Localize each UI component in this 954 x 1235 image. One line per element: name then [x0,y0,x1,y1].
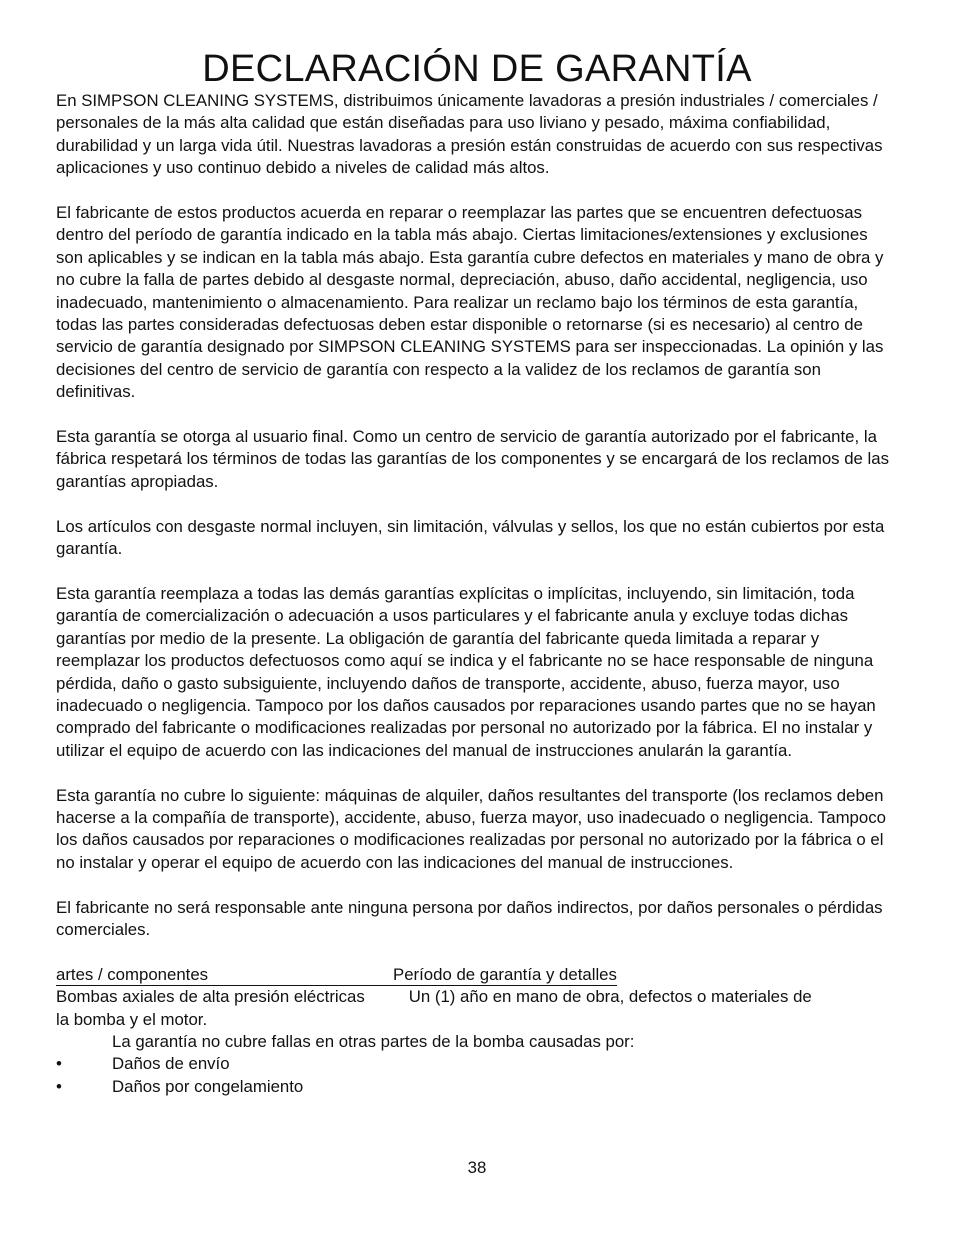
table-header [56,964,898,986]
bullet-text-freezing: Daños por congelamiento [112,1076,304,1096]
paragraph-intro: En SIMPSON CLEANING SYSTEMS, distribuimos únicamente lavadoras a presión industriales / comerciales / personales de la más alta calidad que están diseñadas para uso liviano y pesado, máxima confiabilidad, durabilidad y un larga vida útil. Nuestras lavadoras a presión están construidas de acuerdo con sus respectivas aplicaciones y uso continuo debido a niveles de calidad más altos. [56,91,883,178]
table-row-item: Bombas axiales de alta presión eléctricas [56,987,365,1007]
bullet-marker: • [56,1054,62,1074]
warranty-body [56,90,898,941]
table-row-detail: Un (1) año en mano de obra, defectos o materiales de [408,987,812,1007]
paragraph-not-covered: Esta garantía no cubre lo siguiente: máquinas de alquiler, daños resultantes del transporte (los reclamos deben hacerse a la compañía de transporte), accidente, abuso, fuerza mayor, uso inadecuado o negligencia. Tampoco los daños causados por reparaciones o modificaciones realizadas por personal no autorizado por la fábrica o el no instalar y operar el equipo de acuerdo con las indicaciones del manual de instrucciones. [56,785,886,872]
page-title: DECLARACIÓN DE GARANTÍA [202,48,752,90]
paragraph-replaces-warranties: Esta garantía reemplaza a todas las demás garantías explícitas o implícitas, incluyendo, sin limitación, toda garantía de comercialización o adecuación a usos particulares y el fabricante anula y excluye todas dichas garantías por medio de la presente. La obligación de garantía del fabricante queda limitada a reparar y reemplazar los productos defectuosos como aquí se indica y el fabricante no se hace responsable de ninguna pérdida, daño o gasto subsiguiente, incluyendo daños de transporte, accidente, abuso, fuerza mayor, uso inadecuado o negligencia. Tampoco por los daños causados por reparaciones usando partes que no se hayan comprado del fabricante o modificaciones realizadas por personal no autorizado por la fábrica. El no instalar y utilizar el equipo de acuerdo con las indicaciones del manual de instrucciones anularán la garantía. [56,583,876,760]
warranty-table [56,964,898,1098]
list-item [56,1053,898,1075]
paragraph-end-user: Esta garantía se otorga al usuario final. Como un centro de servicio de garantía autorizado por el fabricante, la fábrica respetará los términos de todas las garantías de los componentes y se encargará de los reclamos de las garantías apropiadas. [56,427,889,491]
table-row [56,986,898,1008]
paragraph-normal-wear: Los artículos con desgaste normal incluyen, sin limitación, válvulas y sellos, los que no están cubiertos por esta garantía. [56,516,885,559]
exclusion-intro: La garantía no cubre fallas en otras partes de la bomba causadas por: [112,1031,635,1051]
bullet-text-shipping: Daños de envío [112,1054,230,1074]
bullet-marker: • [56,1076,62,1096]
warranty-page [56,48,898,1098]
table-row-continuation: la bomba y el motor. [56,1009,208,1029]
table-header-period: Período de garantía y detalles [393,964,617,984]
table-header-parts: artes / componentes [56,964,393,986]
paragraph-liability: El fabricante no será responsable ante ninguna persona por daños indirectos, por daños personales o pérdidas comerciales. [56,897,883,939]
list-item [56,1076,898,1098]
paragraph-repair-terms: El fabricante de estos productos acuerda en reparar o reemplazar las partes que se encuentren defectuosas dentro del período de garantía indicado en la tabla más abajo. Ciertas limitaciones/extensiones y exclusiones son aplicables y se indican en la tabla más abajo. Esta garantía cubre defectos en materiales y mano de obra y no cubre la falla de partes debido al desgaste normal, depreciación, abuso, daño accidental, negligencia, uso inadecuado, mantenimiento o almacenamiento. Para realizar un reclamo bajo los términos de esta garantía, todas las partes consideradas defectuosas deben estar disponible o retornarse (si es necesario) al centro de servicio de garantía designado por SIMPSON CLEANING SYSTEMS para ser inspeccionadas. La opinión y las decisiones del centro de servicio de garantía con respecto a la validez de los reclamos de garantía son definitivas. [56,203,884,402]
page-number: 38 [467,1158,487,1177]
